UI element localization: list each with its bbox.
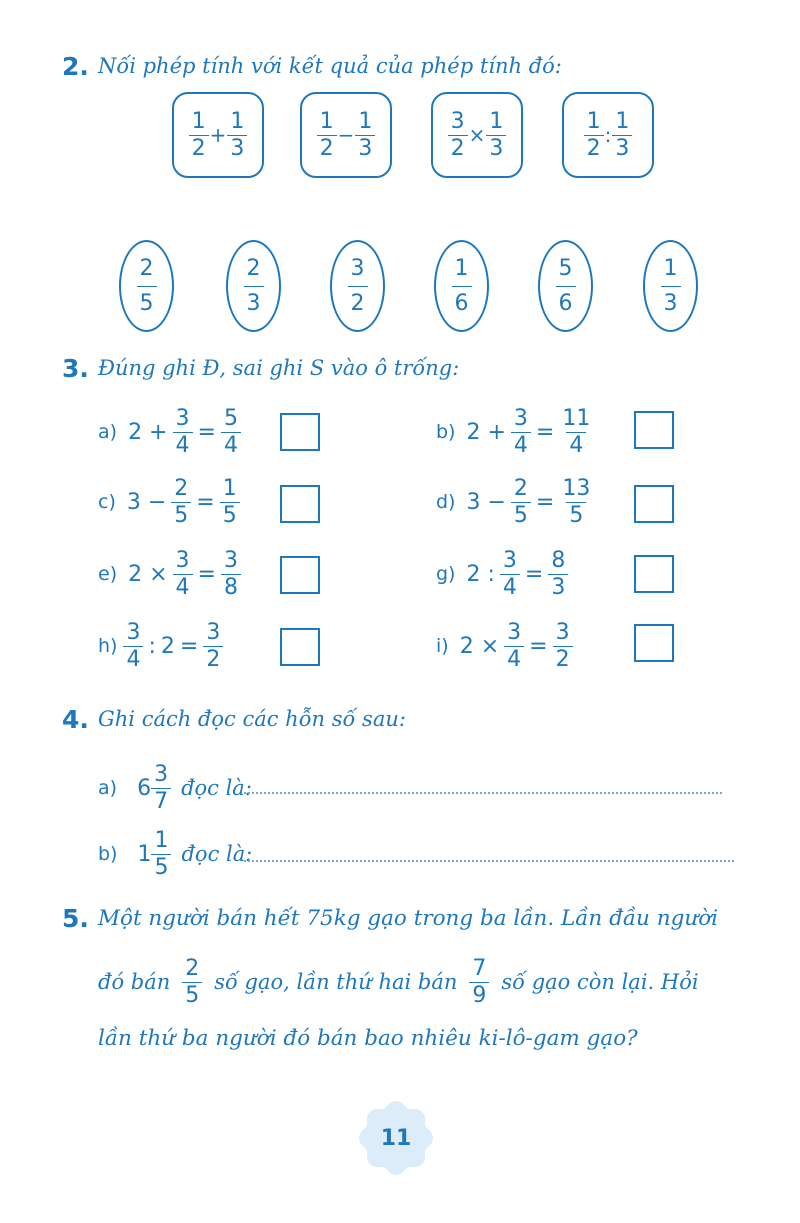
fraction: $\frac{8}{3}$ [548, 550, 568, 599]
result-oval[interactable] [643, 240, 698, 332]
answer-checkbox-g[interactable] [634, 555, 674, 593]
equals-sign: = [524, 561, 544, 587]
fraction: $\frac{3}{4}$ [511, 408, 531, 457]
fraction: $\frac{1}{3}$ [486, 111, 506, 160]
equation-item-h [98, 614, 223, 678]
operation-card[interactable] [172, 92, 264, 178]
answer-checkbox-d[interactable] [634, 485, 674, 523]
question-2-title: Nối phép tính với kết quả của phép tính đó: [98, 54, 562, 78]
answer-line-a[interactable] [244, 792, 722, 794]
operation-card[interactable] [431, 92, 523, 178]
fraction: $\frac{2}{3}$ [244, 258, 264, 315]
question-5-line-3: lần thứ ba người đó bán bao nhiêu ki-lô-gam gạo? [98, 1026, 638, 1051]
operation-card[interactable] [300, 92, 392, 178]
equation-item-i [436, 614, 573, 678]
answer-checkbox-a[interactable] [280, 413, 320, 451]
fraction: $\frac{7}{9}$ [469, 958, 489, 1007]
equation-item-e [98, 542, 241, 606]
text-segment: đó bán [98, 970, 171, 994]
equals-sign: = [197, 561, 216, 587]
question-2-number: 2. [62, 52, 89, 81]
question-5-number: 5. [62, 904, 89, 933]
fraction: $\frac{1}{3}$ [355, 111, 375, 160]
fraction: $\frac{3}{4}$ [173, 550, 193, 599]
result-oval[interactable] [226, 240, 281, 332]
operator: − [337, 123, 355, 147]
operation-card[interactable] [562, 92, 654, 178]
equation-item-d [436, 470, 593, 534]
item-label: e) [98, 563, 118, 585]
question-4-title: Ghi cách đọc các hỗn số sau: [98, 707, 406, 731]
item-label: h) [98, 635, 118, 657]
left-term: 2 + [466, 419, 506, 445]
equals-sign: = [535, 489, 555, 515]
fraction: $\frac{1}{3}$ [227, 111, 247, 160]
fraction: $\frac{1}{3}$ [612, 111, 632, 160]
page-number-badge [358, 1100, 434, 1176]
fraction: $\frac{1}{2}$ [189, 111, 209, 160]
whole-number: 2 [160, 633, 175, 659]
item-label: g) [436, 563, 456, 585]
fraction: $\frac{3}{2}$ [553, 622, 573, 671]
operator: : [604, 123, 612, 147]
fraction: $\frac{2}{5}$ [171, 478, 191, 527]
fraction: $\frac{3}{7}$ [151, 764, 171, 813]
whole-number: 6 [137, 775, 152, 801]
equals-sign: = [196, 489, 215, 515]
result-oval[interactable] [330, 240, 385, 332]
whole-number: 1 [137, 841, 152, 867]
item-label: a) [98, 421, 118, 443]
item-label: a) [98, 777, 118, 799]
answer-checkbox-e[interactable] [280, 556, 320, 594]
equals-sign: = [535, 419, 555, 445]
answer-checkbox-b[interactable] [634, 411, 674, 449]
equation-item-g [436, 542, 568, 606]
page-number: 11 [380, 1125, 412, 1151]
fraction: $\frac{2}{5}$ [137, 258, 157, 315]
equation-item-b [436, 400, 593, 464]
question-3-title: Đúng ghi Đ, sai ghi S vào ô trống: [98, 356, 460, 380]
item-label: i) [436, 635, 449, 657]
text-segment: số gạo, lần thứ hai bán [214, 970, 458, 994]
equals-sign: = [197, 419, 216, 445]
question-4-number: 4. [62, 705, 89, 734]
answer-line-b[interactable] [244, 860, 734, 862]
fraction: $\frac{2}{5}$ [511, 478, 531, 527]
reading-label: đọc là: [181, 776, 252, 800]
equals-sign: = [179, 633, 199, 659]
item-label: b) [98, 843, 118, 865]
answer-checkbox-c[interactable] [280, 485, 320, 523]
mixed-number-item-a [98, 756, 252, 820]
fraction: $\frac{5}{4}$ [221, 408, 241, 457]
fraction: $\frac{1}{5}$ [151, 830, 171, 879]
fraction: $\frac{1}{6}$ [452, 258, 472, 315]
left-term: 3 − [126, 489, 167, 515]
fraction: $\frac{1}{2}$ [584, 111, 604, 160]
fraction: $\frac{1}{5}$ [220, 478, 240, 527]
fraction: $\frac{3}{2}$ [203, 622, 223, 671]
item-label: d) [436, 491, 456, 513]
fraction: $\frac{1}{2}$ [317, 111, 337, 160]
operator: : [148, 633, 156, 659]
result-oval[interactable] [119, 240, 174, 332]
operator: + [209, 123, 227, 147]
equation-item-a [98, 400, 241, 464]
left-term: 2 × [459, 633, 500, 659]
item-label: c) [98, 491, 116, 513]
fraction: $\frac{3}{4}$ [173, 408, 193, 457]
equals-sign: = [529, 633, 548, 659]
operator: × [468, 123, 486, 147]
equation-item-c [98, 470, 240, 534]
left-term: 3 − [466, 489, 506, 515]
question-5-line-2 [98, 946, 699, 1018]
mixed-number-item-b [98, 822, 252, 886]
reading-label: đọc là: [181, 842, 253, 866]
fraction: $\frac{11}{4}$ [562, 405, 591, 458]
result-oval[interactable] [434, 240, 489, 332]
item-label: b) [436, 421, 456, 443]
text-segment: số gạo còn lại. Hỏi [501, 970, 699, 994]
question-5-line-1: Một người bán hết 75kg gạo trong ba lần. Lần đầu người [98, 906, 719, 931]
fraction: $\frac{3}{4}$ [123, 622, 143, 671]
fraction: $\frac{3}{2}$ [448, 111, 468, 160]
fraction: $\frac{3}{8}$ [221, 550, 241, 599]
fraction: $\frac{2}{5}$ [182, 958, 202, 1007]
left-term: 2 + [128, 419, 168, 445]
question-3-number: 3. [62, 354, 89, 383]
result-oval[interactable] [538, 240, 593, 332]
left-term: 2 : [466, 561, 495, 587]
fraction: $\frac{13}{5}$ [562, 475, 591, 528]
fraction: $\frac{3}{4}$ [504, 622, 524, 671]
left-term: 2 × [128, 561, 168, 587]
fraction: $\frac{1}{3}$ [661, 258, 681, 315]
answer-checkbox-i[interactable] [634, 624, 674, 662]
fraction: $\frac{3}{4}$ [500, 550, 520, 599]
answer-checkbox-h[interactable] [280, 628, 320, 666]
fraction: $\frac{5}{6}$ [556, 258, 576, 315]
fraction: $\frac{3}{2}$ [348, 258, 368, 315]
